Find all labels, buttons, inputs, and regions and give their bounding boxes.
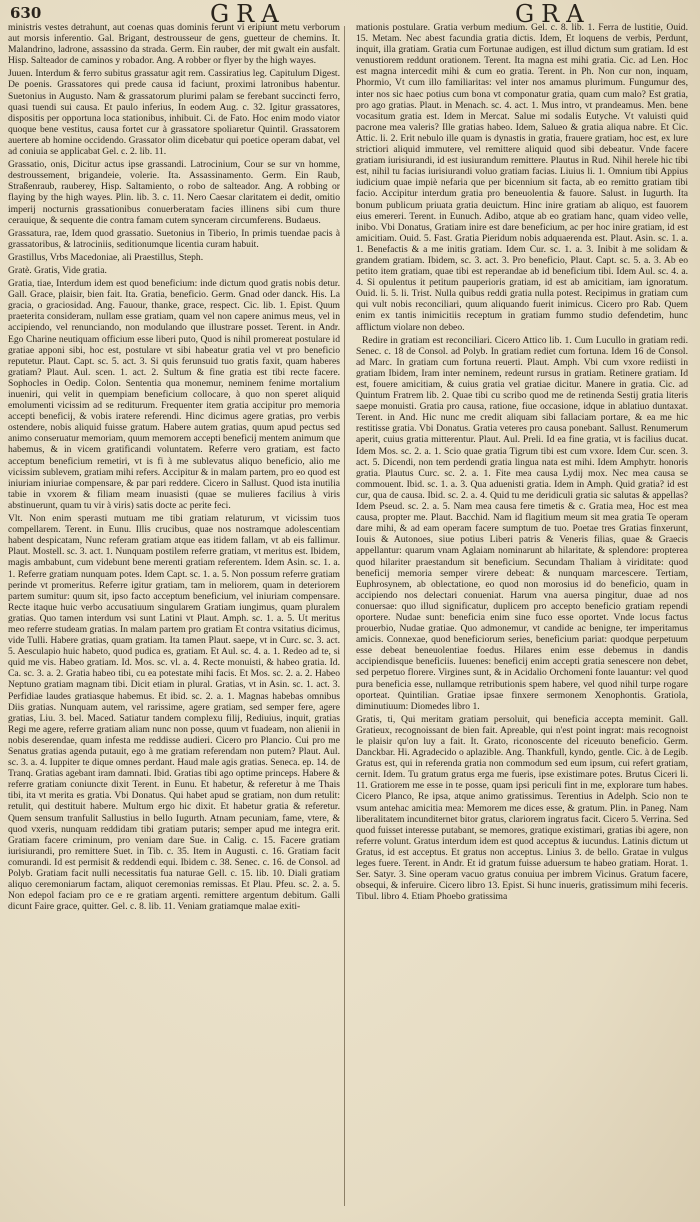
dictionary-entry: Gratia, tiae, Interdum idem est quod beneficium: inde dictum quod gratis nobis detur. Gall. Grace, plaisir, bien fait. Ita. Gratia, beneficio. Germ. Gnad oder danck. His. La gracia, o graciosidad. Ang. Fauour, thanke, grace, respect. Cic. lib. 1. Epist. Quum praeterita consideram, nullam esse gratiam, quam vel non capere animus meus, vel in accipiendo, vel renunciando, non modulando que illustrare posset. Terent. in Andr. Ego Charine neutiquam officium esse liberi puto, Quod is nihil promereat postulare id gratiae apponi sibi, hoc est, postulare vt sibi habeatur gratia vel vt pro beneficio reputetur. Plaut. Capt. sc. 5. act. 3. Si quis ferunsuid tuo gratis faxit, quam haberes gratiam? Plaut. Aul. scen. 1. act. 2. Sultum & fine gratia est tibi recte facere. Sophocles in Oedip. Colon. Sententia qua monemur, neminem fenime mortalium inueniri, qui velit in quempiam beneficium collocare, à quo non speret aliquid emolumenti vicissim ad se rediturum. Frequenter item gratia accipitur pro memoria accepti beneficij, & vobis iratere referendi. Hinc dicimus agere gratias, pro verbis ostendere, nobis aliquid fuisse gratum. Habere autem gratias, quum apud pectus sed animo conseruatur memoriam, quum memorem accepti beneficij mentem animum que habemus, & in vicem gratificandi voluntatem. Referre vero gratiam, est facto acceptum beneficium remetiri, vt is fi à me sublevatus aliquo beneficio, alio me vicissim sublevem, gratiam mihi refers. Accipitur & in malam partem, pro eo quod est iniuriam iniuriae compensare, & par pari reddere. Cicero in Sallust. Quod ista inutilia tabie in vxorem & filiam meam inuasisti (quae se mulieres facilius à viris abstinuerunt, quam tu vir à viris) satis docte ac perite feci. [8, 278, 340, 511]
dictionary-entry: Grastillus, Vrbs Macedoniae, ali Praestillus, Steph. [8, 251, 204, 263]
dictionary-entry: Grassatio, onis, Dicitur actus ipse grassandi. Latrocinium, Cour se sur vn homme, destroussement, brigandeie, volerie. Ita. Assassinamento. Germ. Ein Raub, Straßenraub, rauberey, Hisp. Saltamiento, o robo de salteador. Ang. A robbing or flaying by the high wayes. Plin. lib. 3. c. 11. Nero Caesar claritatem ei dedit, omitio imperij nocturnis grassationibus conuerberatam facies illinens sibi cum thure cerauique, & sequente die contra famam cutem synceram circumferens. Budaeus. [8, 159, 340, 226]
dictionary-paragraph: Vlt. Non enim sperasti mutuam me tibi gratiam relaturum, vt vicissim tuos compellarem. Terent. in Eunu. Illis crucibus, quae nos nostramque adolescentiam habent despicatam, Nunc referam gratiam atque eas itidem fallam, vt ab eis fallimur. Plaut. Mostell. sc. 3. act. 1. Nunquam postilem referre gratiam, vt meritus est. Ibidem, magis ambabunt, cum videbunt bene merenti gratiam referentem. Idem Asin. sc. 1. a. 1. Referre gratiam nunquam potes. Idem Capt. sc. 1. a. 5. Non possum referre gratiam perinde vt promeritus. Referre igitur gratiam, tam in meliorem, quam in deteriorem partem sumitur: quum sit, ipso facto acceptum beneficium, vel iniuriam compensare. Recte itaque huic verbo accusatiuum singularem Gratiam iungimus, quam pluralem gratias. Quo tamen interdum vsi sunt Latini vt Plaut. Amph. sc. 1. a. 5. Ut meritus meo referre studeam gratias. In malam partem pro gratiam Et contra vsitatius dicimus, vide Tulli. Habere gratias, quam gratiam. Ita tamen Plaut. saepe, vt in Curc. sc. 3. act. 5. Aesculapio huic habeto, quod pudica es, gratiam. Et Aul. sc. 4. a. 1. Redeo ad te, si quid me vis. Habeo gratiam. Id. Mos. sc. vl. a. 4. Recte monuisti, & habeo gratia. Id. Ca. sc. 3. a. 2. Gratia habeo tibi, cu ea potestate mihi facis. Et Mos. sc. 2. a. 2. Habeo Neptuno gratiam magnam tibi. Dicit etiam in plural. Gratias, vt in Asin. sc. 1. act. 3. Perfidiae laudes gratiasque habemus. Et ibid. sc. 2. a. 1. Magnas habebas omnibus Diis gratias. Nunquam autem, vel rarissime, agere gratiam, sed semper fere, agere gratias, Liu. 3. bel. Maced. Satiatur tandem complexu filij, Rediuius, inquit, gratias Regi me agere, referre gratiam aliam nunc non posse, quum vt fuadeam, non alienii in nobis deserendae, quam infesta me reddisse audieri. Cicero pro Plancio. Cui pro me Senatus gratias agenda putauit, ego à me gratiam referendam non putem? Plaut. Aul. sc. 3. a. 4. Iuppiter te dique omnes perdant. Haud male agis gratias. Seneca. ep. 14. de Tranq. Gratias agebant iram damnati. Ibid. Gratias tibi ago optime princeps. Habere & referre gratiam coniuncte dixit Terent. in Eunu. Et habetur, & referetur à me Thais tibi, ita vt merita es gratia. Vbi Donatus. Qui habet apud se gratiam, non dum retulit: retulit, qui destituit habere. Multum ergo hic dixit. Et habetur gratia & referetur. Quem sensum tranfulit Sallustius in bello Iugurth. Atnam pecuniam, fame, vtere, & quod vxeris, nunquam reddidam tibi gratiam putaris; semper apud me integra erit. Gratiam facere criminum, pro veniam dare Sue. in Calig. c. 15. Facere gratiam iurisiurandi, pro remittere Suet. in Tib. c. 35. Item in Augusti. c. 16. Gratiam facit comurandi. Id est permisit & reddendi equi. Ibidem c. 38. Senec. c. 16. de Consol. ad Polyb. Gratiam facit nulli necessitatis fua naturae Gell. c. 15. lib. 10. Diali gratiam aliquo ceremoniarum factam, aliquot ceremonias remissas. Et Plau. Pfeu. sc. 2. a. 5. Non edepol faciam pro ce e re gratiam argenti. remittere argentum debitum. Galli dicunt Faire grace, quitter. Gel. c. 8. lib. 11. Veniam gratiamque malae exiti- [8, 513, 340, 913]
dictionary-entry: Gratis, ti, Qui meritam gratiam persoluit, qui beneficia accepta meminit. Gall. Gratieux, recognoissant de bien fait. Apreable, qui n'est point ingrat: mais recognoist le plaisir qu'on luy a fait. It. Grato, riconoscente del riceuuto beneficio. Germ. Danckbar. Hi. Agradecido o aplazible. Ang. Thankfull, kyndo, gentle. Cic. à de Legib. Gratus est, qui in referenda gratia non commodum sed eum ipsum, cui refert gratiam, cernit. Idem. Tu gratum gratus erga me fueris, ipse existimare potes. Brutus Ciceri li. 11. Gratiorem me esse in te posse, quam ipsi periculi fint in me, explorare tum habes. Cicero Planco, Re ipsa, atque animo gratissimus. Terentius in Adelph. Scio non te vsum antehac amicitia mea: Memorem me dices esse, & gratum. Plin. in Paneg. Nam liberalitatem incunditernet bitor gratus, clariorem ingratus facit. Cicero 5. Verrina. Sed quod fuisset interesse putabant, se memores, gratique existimari, gratias ibi agere, non referre volunt. Gratus interdum idem est quod acceptus & iucundus. Latinis dictum ut Gratus, id est acceptus. Et gratus non acceptus. Linius 3. de bello. Gratae in vulgus leges fuere. Terent. in Andr. Et id gratum fuisse aduersum te habeo gratiam. Horat. 1. Ser. Satyr. 3. Sine operam vacuo gratus conuiua per imbrem Vicinus. Gratum facere, obsequi, & inferuire. Cicero libro 13. Epist. Si hunc inueris, gratissimum mihi feceris. Tibul. libro 4. Etiam Phoebo gratissima [356, 713, 688, 903]
running-head-right: GRA [515, 0, 591, 28]
running-head-left: GRA [210, 0, 286, 28]
dictionary-entry: mationis postulare. Gratia verbum medium. Gel. c. 8. lib. 1. Ferra de lustitie, Ouid. 15. Metam. Nec abest facundia gratia dictis. Idem, Et loquens de verbis, Perdunt, inquit, illa gratiam. Gratia cum Fortunae audigen, est illud dictum sum gratiam. Id est venustiorem reddunt orationem. Terent. Ita magna est mihi gratia. Cic. ad Len. Hoc est magna intercedit mihi & cum eo gratia. Terent. in Ph. Non cur non, inquam, Phormio, Vt cum illo familiaritas: vel inter nos amamus plurimum. Fungumur des, inter nos sic haec potius cum bona vt componatur gratia, quam cum malo? Est gratia, pro ago gratias. Plaut. in Menach. sc. 4. act. 1. Mus intro, vt prandeamus. Men. bene vocasitum gratia est. Idem in Mercat. Salue mi sodalis Eutyche. Vt valuisti quid pacrone mea valeris? Ille gratias habeo. Idem, Salueo & gratia aliqua nabre. Et Cic. Attic. li. 2. Erit nebulo ille quam is dynastis in gratia, frauere gratiam, hoc est, ex lure strictiori aliquid immutere, vel remittere aliquid quod sibi debeatur. Vnde facere gratiam iurisiurandi, id est iusiurandum remittere. Plautus in Rud. Nihil herele hic tibi est, nihil tu facias iurisiurandi voluo gratiam facias. Liuius li. 1. Omnium tibi Appius iudicium quae impiè nefaria que per bicennium sit facta, ab eo remitto gratiam tibi facio. Accipitur interdum gratia pro beneuolentia & fauore. Salust. in Iugurth. Ita bonum publicum priuata gratia deuictum. Hinc inire gratiam ab aliquo, est fauorem eius emereri. Terent. in Eunuch. Adibo, atque ab eo gratiam hanc, quam video velle, inibo. Vbi Donatus, Gratiam inire est dare beneficium, ac per hoc inire gratiam, id est amicitiam. Ouid. 5. Fast. Gratia Pieridum nobis adquaerenda est. Plaut. Asin. sc. 1. a. 1. Benefactis & a me initis gratiam. Idem Cur. sc. 1. a. 3. Inibit à me solidam & grandem gratiam. Ibidem, sc. 3. act. 3. Pro beneficio, Plaut. Capt. sc. 5. a. 3. Ab eo petito item gratiam, quae tibi est reperandae ab id beneficium tibi. Idem Aul. sc. 4. a. 4. Si opulentus it petitum pauperioris gratiam, id est ab amicitiam, iam ignoratum. Ouid. li. 5. li. Trist. Nulla quibus reddi gratia nulla potest. Recipimus in gratiam cum qui vult nobis reconciliari, quum aliquando fuerit inimicus. Cicero pro Rab. Quem enim ex tantis inimicitiis receptum in gratiam fummo studio defendetim, hunc afflictum violare non debeo. [356, 22, 688, 333]
dictionary-entry: Gratè. Gratis, Vide gratia. [8, 264, 107, 276]
column-divider [344, 26, 345, 1206]
page-number: 630 [10, 4, 42, 22]
right-column [356, 22, 688, 1212]
dictionary-entry: Grassatura, rae, Idem quod grassatio. Suetonius in Tiberio, In primis tuendae pacis à grassatoribus, & latrociniis, seditionumque licentia curam habuit. [8, 227, 340, 250]
dictionary-entry: ministris vestes detrahunt, aut coenas quas dominis ferunt vi eripiunt metu verborum aut morsis inferentio. Gal. Brigant, destrousseur de gens, guetteur de chemins. It. Malandrino, ladrone, assassino da strada. Germ. Ein rauber, der mit gwalt ein ausfalt. Hisp. Salteador de caminos y robador. Ang. A robber or flyer by the high wayes. [8, 22, 340, 67]
left-column [8, 22, 340, 1212]
dictionary-paragraph: Redire in gratiam est reconciliari. Cicero Attico lib. 1. Cum Lucullo in gratiam redi. Senec. c. 18 de Consol. ad Polyb. In gratiam rediet cum fortuna. Idem 16 de Consol. ad Marc. In gratiam cum fortuna reuerti. Plaut. Amph. Vbi cum vxore rediisti in gratiam Ibidem, Iram inter neminem, redeunt rursus in gratiam. Retinere gratiam. Id est, fouere amicitiam, & cuius gratia vel gratiae dicitur. Manere in gratia. Cic. ad Quintum Fratrem lib. 2. Quae tibi cu scribo quod me de retinenda Sestij gratia literis saepe monuisti. Gratia pro causa, ratione, fiue occasione, idque in ablatiuo duntaxat. Terent. in And. Hic nunc me credit aliquam sibi fallaciam portare, & ea me hic restitisse gratia. Vbi Donatus. Gratia veteres pro causa ponebant. Sallust. Renumerum aperit, cuius gratia mitterentur. Plaut. Aul. Preli. Id ea fine gratia, vt is facilius ducat. Idem Mos. sc. 2. a. 1. Scio quae gratia Tigrum tibi est cum vxore. Idem Cur. scen. 3. act. 5. Dicendi, non tem perdendi gratia lingua nata est mihi. Idem Amphytr. honoris gratia. Plautus Curc. sc. 2. a. 1. Fite mea causa Lydij mox. Nec mea causa se commouent. Ibid. sc. 1. a. 3. Qua aduenisti gratia. Idem in Amph. Quid gratia? id est cur, qua de causa. Ibid. sc. 2. a. 4. Quid tu me deridiculi gratia sic salutas & appellas? Idem Pseud. sc. 2. a. 5. Nam mea causa fere timetis & c. Gratia mea, Hoc est mea causa, propter me. Plaut. Bacchid. Nam id flagitium meum sit mea gratia Te operam dare mihi, & ad eam operam facere sumptum de tuo. Poetae tres Gratias finxerunt, Iouis & Autonoes, siue potius Liberi patris & Veneris filias, quae & Graecis appellantur: quarum vnam Aglaiam nominarunt ab hilaritate, & splendore: propterea quod hilariter praestandum sit beneficium. Secundam Thaliam à viriditate: quod beneficij memoria semper virere debeat: & nunquam marcescere. Tertiam, Euphrosynem, ab oblectatione, eo quod non morosius id do beneficio, quam in accipiendo nos delectari conueniat. Harum vna auersa pingitur, duae ad nos conuersae: quo illud significatur, duplicem pro accepto beneficio gratiam rependi oportere. Nudae sunt: beneficia enim sine fuco esse oportet. Vnde locus factus prouerbio, Nudae gratiae. Quo admonemur, vt candide ac benigne, ter imperitamus amicis. Connexae, quod beneficiorum series, beneficium pariat: quodque perpetuum esse debeat beneuolentiae foedus. Hilares enim esse debemus in dandis accipiendisque beneficiis. Iuuenes: beneficij enim accepti gratia senescere non debet, sed perpetuo florere. Virgines sunt, & in Acidalio Orchomeni fonte lauantur: vel quod pura beneficia esse, nullamque retributionis spem habere, vel quod nihil turpe rogare oporteat. Quintilian. Gratiae ipsae finxere sermonem Xenophontis. Gratiola, diminutiuum: Diomedes libro 1. [356, 334, 688, 712]
dictionary-entry: Juuen. Interdum & ferro subitus grassatur agit rem. Cassiratius leg. Capitulum Digest. De poenis. Grassatores qui prede causa id faciunt, proximi latronibus habentur. Suetonius in Augusto. Nam & grassatorum plurimi palam se ferebant succincti ferro, quasi tuendi sui causa. Et paulo inferius, In eodem Aug. c. 32. Igitur grassatores, dispositis per opportuna loca stationibus, inhibuit. Ci. de Fato. Hoc enim modo viator quoque bene vestitus, causa fortet cur à grassatore spoliaretur Quintil. Grassatorem auertere ab homine occidendo. Grassator olim dicebatur qui poetice operam dabat, vel ad coniuia se applicabat Gel. c. 2. lib. 11. [8, 68, 340, 158]
